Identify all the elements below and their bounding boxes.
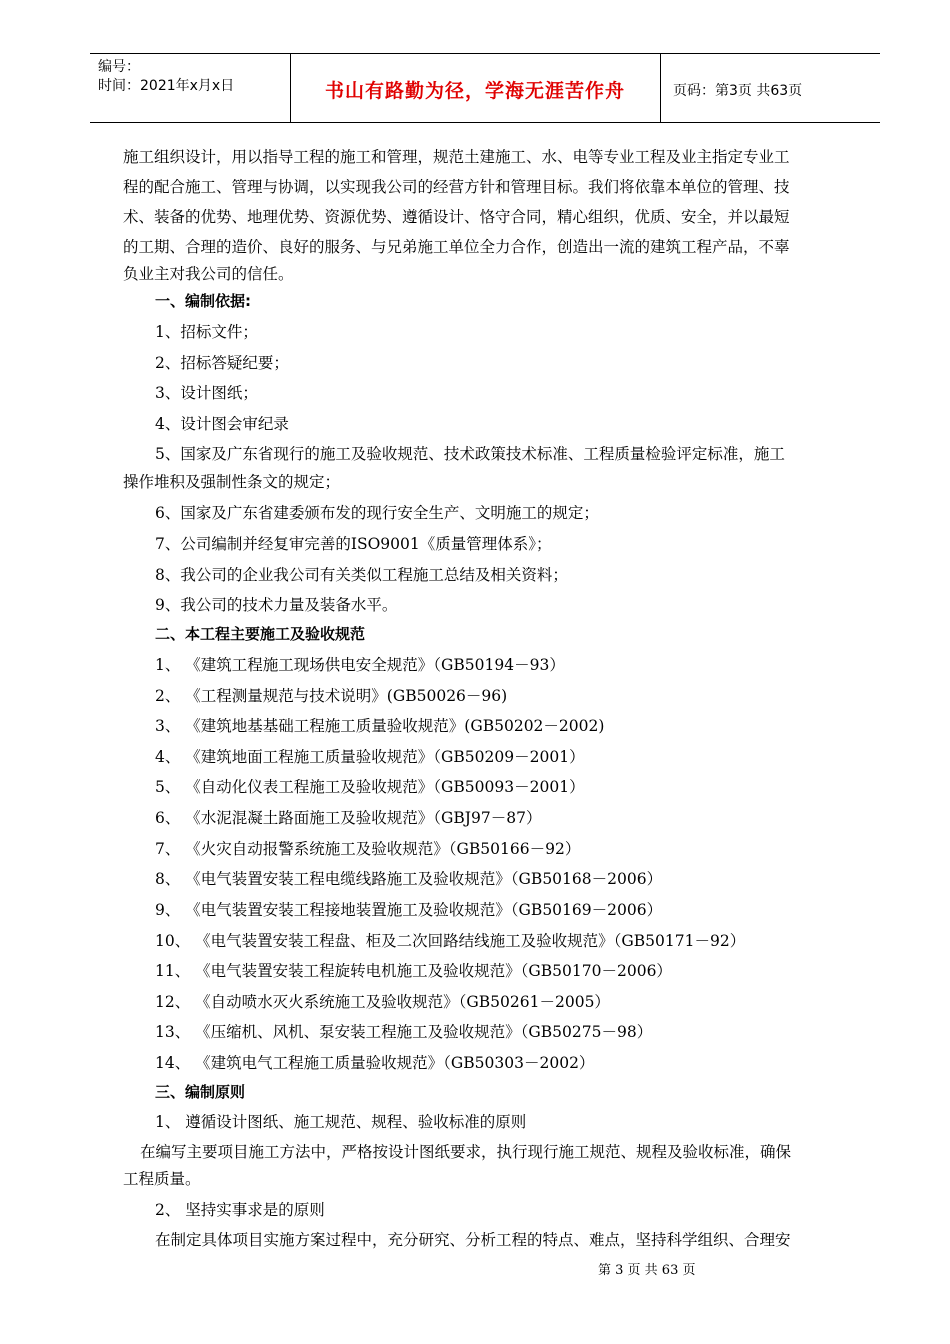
list-item: 1、招标文件； — [155, 323, 258, 341]
header-motto: 书山有路勤为径，学海无涯苦作舟 — [324, 80, 625, 102]
paragraph-line: 在制定具体项目实施方案过程中，充分研究、分析工程的特点、难点，坚持科学组织、合理安 — [155, 1231, 791, 1249]
list-item: 11、 《电气装置安装工程旋转电机施工及验收规范》（GB50170－2006） — [155, 962, 672, 980]
list-item: 9、 《电气装置安装工程接地装置施工及验收规范》（GB50169－2006） — [155, 901, 663, 919]
header-page-info: 页码：第3页 共63页 — [673, 83, 803, 99]
list-item-continuation: 操作堆积及强制性条文的规定； — [123, 473, 341, 491]
list-item: 3、 《建筑地基基础工程施工质量验收规范》(GB50202－2002) — [155, 717, 605, 735]
document-date: 时间：2021年x月x日 — [98, 78, 235, 94]
list-item: 5、国家及广东省现行的施工及验收规范、技术政策技术标准、工程质量检验评定标准，施工 — [155, 445, 785, 463]
intro-line: 负业主对我公司的信任。 — [123, 265, 294, 283]
list-item: 14、 《建筑电气工程施工质量验收规范》（GB50303－2002） — [155, 1054, 595, 1072]
list-item: 12、 《自动喷水灭火系统施工及验收规范》（GB50261－2005） — [155, 993, 610, 1011]
list-item: 7、公司编制并经复审完善的ISO9001《质量管理体系》； — [155, 535, 552, 553]
paragraph-line: 在编写主要项目施工方法中，严格按设计图纸要求，执行现行施工规范、规程及验收标准，确保 — [140, 1143, 792, 1161]
list-item: 13、 《压缩机、风机、泵安装工程施工及验收规范》（GB50275－98） — [155, 1023, 653, 1041]
intro-line: 术、装备的优势、地理优势、资源优势、遵循设计、恪守合同，精心组织，优质、安全，并以最短 — [123, 208, 790, 226]
paragraph-line: 工程质量。 — [123, 1170, 201, 1188]
section-heading: 一、编制依据: — [155, 292, 251, 310]
list-item: 10、 《电气装置安装工程盘、柜及二次回路结线施工及验收规范》（GB50171－92） — [155, 932, 746, 950]
list-item: 2、招标答疑纪要； — [155, 354, 289, 372]
list-item: 9、我公司的技术力量及装备水平。 — [155, 596, 398, 614]
principle-title: 2、 坚持实事求是的原则 — [155, 1201, 325, 1219]
list-item: 8、我公司的企业我公司有关类似工程施工总结及相关资料； — [155, 566, 568, 584]
principle-title: 1、 遵循设计图纸、施工规范、规程、验收标准的原则 — [155, 1113, 527, 1131]
intro-line: 施工组织设计，用以指导工程的施工和管理，规范土建施工、水、电等专业工程及业主指定专业工 — [123, 148, 790, 166]
section-heading: 三、编制原则 — [155, 1083, 246, 1101]
list-item: 3、设计图纸； — [155, 384, 258, 402]
section-heading: 二、本工程主要施工及验收规范 — [155, 625, 366, 643]
list-item: 5、 《自动化仪表工程施工及验收规范》（GB50093－2001） — [155, 778, 585, 796]
list-item: 1、 《建筑工程施工现场供电安全规范》（GB50194－93） — [155, 656, 565, 674]
document-number-label: 编号： — [98, 59, 140, 75]
list-item: 2、 《工程测量规范与技术说明》(GB50026－96) — [155, 687, 508, 705]
list-item: 6、 《水泥混凝土路面施工及验收规范》（GBJ97－87） — [155, 809, 542, 827]
intro-line: 的工期、合理的造价、良好的服务、与兄弟施工单位全力合作，创造出一流的建筑工程产品，不辜 — [123, 238, 790, 256]
list-item: 7、 《火灾自动报警系统施工及验收规范》（GB50166－92） — [155, 840, 581, 858]
page-footer: 第 3 页 共 63 页 — [598, 1263, 696, 1278]
page-header — [90, 53, 880, 123]
list-item: 6、国家及广东省建委颁布发的现行安全生产、文明施工的规定； — [155, 504, 599, 522]
intro-line: 程的配合施工、管理与协调，以实现我公司的经营方针和管理目标。我们将依靠本单位的管理、技 — [123, 178, 790, 196]
list-item: 8、 《电气装置安装工程电缆线路施工及验收规范》（GB50168－2006） — [155, 870, 663, 888]
list-item: 4、 《建筑地面工程施工质量验收规范》（GB50209－2001） — [155, 748, 585, 766]
list-item: 4、设计图会审纪录 — [155, 415, 289, 433]
header-divider — [660, 54, 661, 122]
header-meta — [98, 58, 234, 96]
